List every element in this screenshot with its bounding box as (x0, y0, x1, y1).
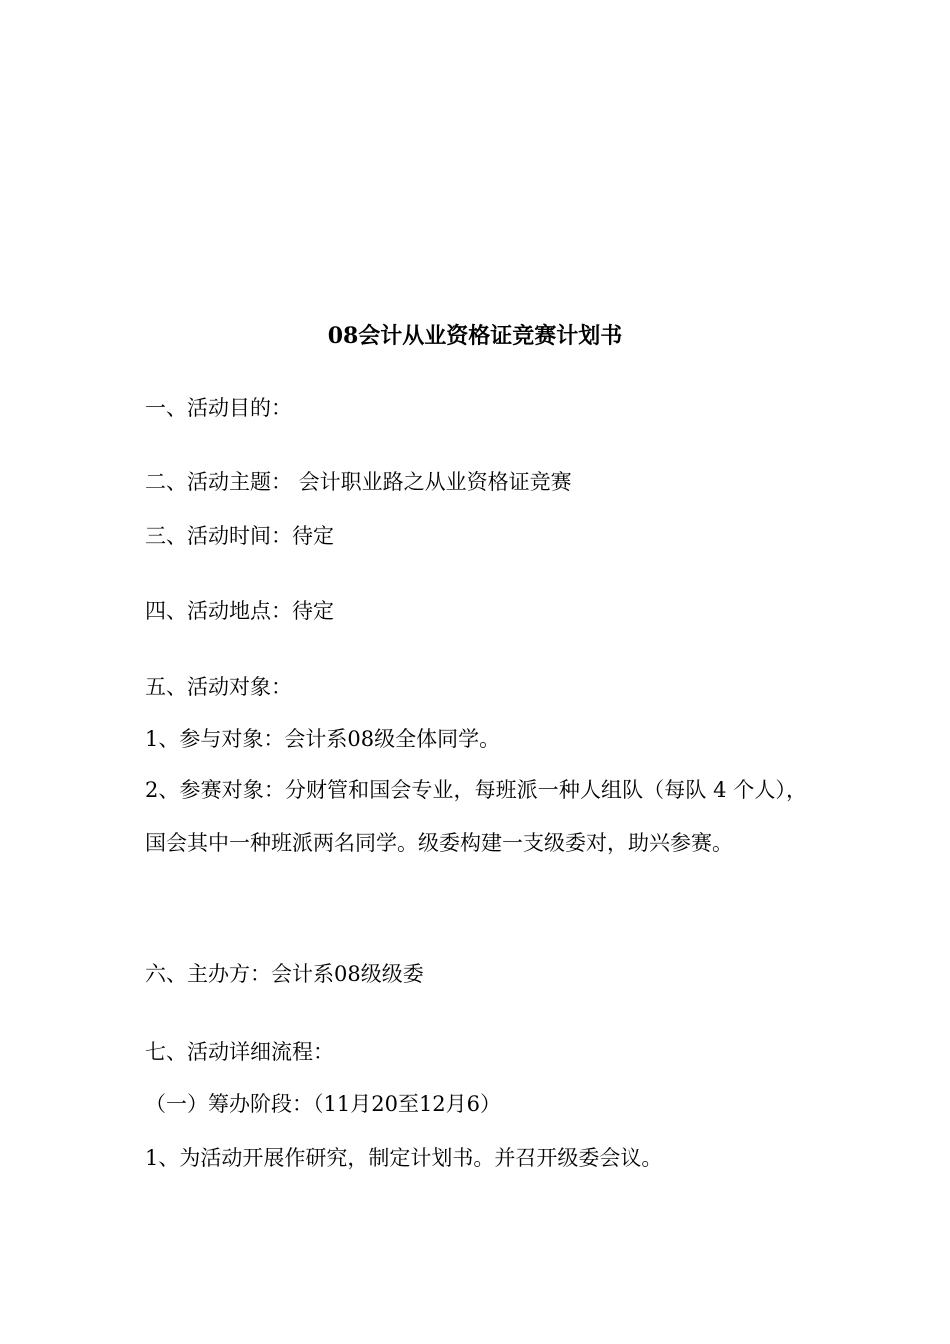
preparation-item-1: 1、为活动开展作研究，制定计划书。并召开级委会议。 (145, 1146, 663, 1170)
section-organizer: 六、主办方：会计系08级级委 (145, 962, 424, 986)
audience-item-contestants: 2、参赛对象：分财管和国会专业，每班派一种人组队（每队 4 个人），国会其中一种班派两名同学。级委构建一支级委对，助兴参赛。 (145, 778, 807, 855)
process-stage-preparation: （一）筹办阶段：（11月20至12月6） (145, 1092, 502, 1116)
section-process: 七、活动详细流程： (145, 1040, 334, 1064)
section-audience: 五、活动对象： (145, 675, 292, 699)
section-purpose: 一、活动目的： (145, 396, 292, 420)
section-time: 三、活动时间：待定 (145, 524, 334, 548)
audience-item-participants: 1、参与对象：会计系08级全体同学。 (145, 727, 501, 751)
section-location: 四、活动地点：待定 (145, 599, 334, 623)
section-theme: 二、活动主题： 会计职业路之从业资格证竞赛 (145, 470, 572, 494)
document-title: 08会计从业资格证竞赛计划书 (327, 323, 623, 349)
